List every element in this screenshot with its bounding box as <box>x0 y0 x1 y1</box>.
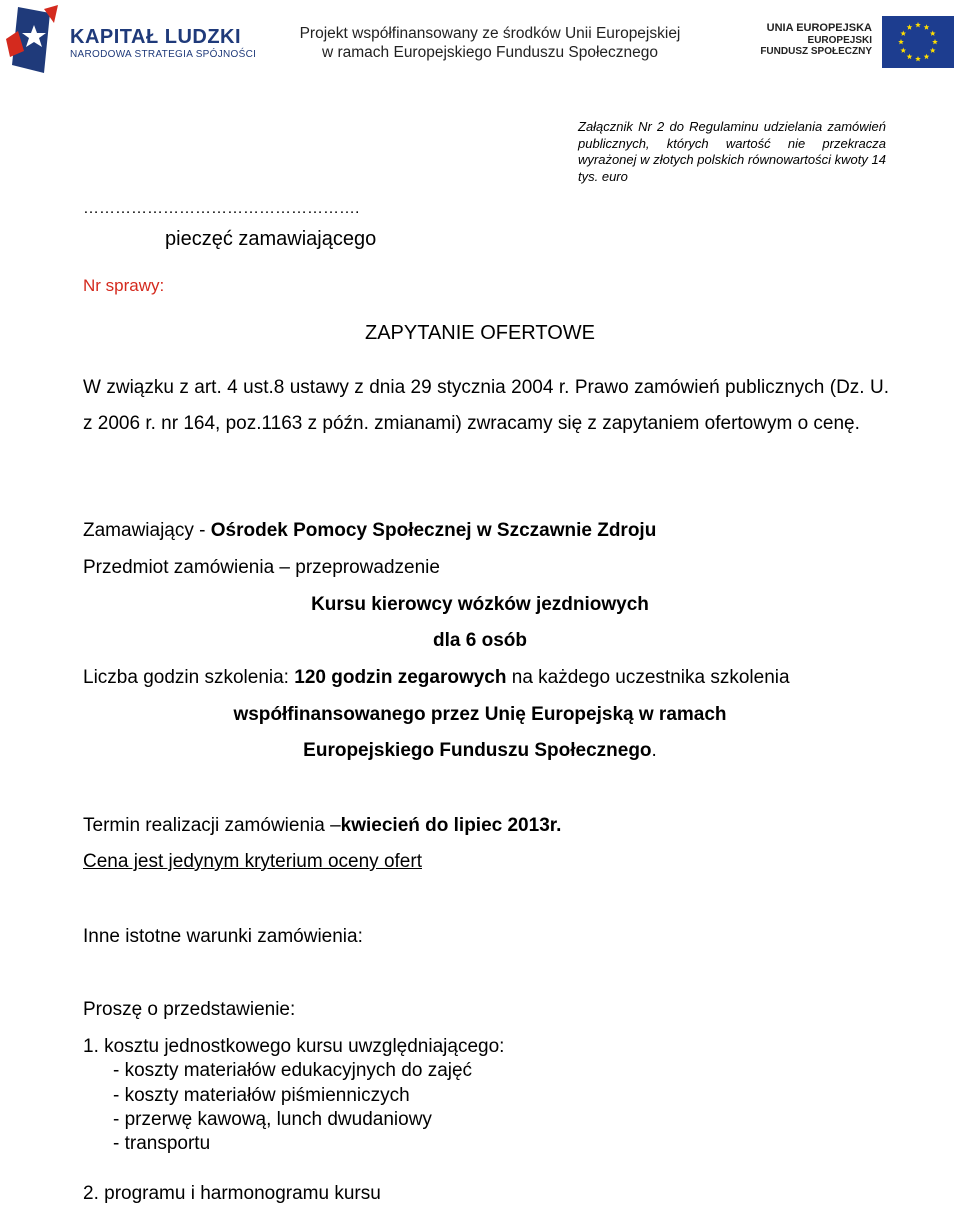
course-name: Kursu kierowcy wózków jezdniowych <box>311 594 649 615</box>
eu-logo-text <box>700 23 872 58</box>
term-label: Termin realizacji zamówienia – <box>83 815 341 836</box>
hours-suffix: na każdego uczestnika szkolenia <box>506 667 790 688</box>
sub-list-item: - transportu <box>113 1133 211 1154</box>
stamp-label: pieczęć zamawiającego <box>165 228 377 250</box>
list-item-1: 1. kosztu jednostkowego kursu uwzględniającego: <box>83 1036 505 1057</box>
cofinanced-line-2-wrap <box>0 740 960 762</box>
sub-list-item: - koszty materiałów edukacyjnych do zajęć <box>113 1060 473 1081</box>
document-title: ZAPYTANIE OFERTOWE <box>364 322 596 344</box>
eu-line-3: FUNDUSZ SPOŁECZNY <box>760 46 872 57</box>
eu-line-1: UNIA EUROPEJSKA <box>766 22 872 34</box>
request-label: Proszę o przedstawienie: <box>83 999 296 1020</box>
kapital-ludzki-emblem-icon <box>4 3 62 75</box>
term-value: kwiecień do lipiec 2013r. <box>340 815 562 836</box>
cofinanced-line-1: współfinansowanego przez Unię Europejską w ramach <box>233 704 727 725</box>
hours-line <box>83 667 790 689</box>
cofinancing-line-2: w ramach Europejskiego Funduszu Społecznego <box>321 44 659 61</box>
course-people: dla 6 osób <box>433 630 527 651</box>
price-criterion: Cena jest jedynym kryterium oceny ofert <box>83 851 422 872</box>
case-number-label: Nr sprawy: <box>83 276 165 295</box>
hours-label: Liczba godzin szkolenia: <box>83 667 295 688</box>
orderer-label: Zamawiający - <box>83 520 211 541</box>
other-conditions: Inne istotne warunki zamówienia: <box>83 926 363 947</box>
orderer-line <box>83 520 656 542</box>
subject-label: Przedmiot zamówienia – przeprowadzenie <box>83 557 440 578</box>
intro-paragraph: W związku z art. 4 ust.8 ustawy z dnia 29 stycznia 2004 r. Prawo zamówień publicznych (Dz. U. z 2006 r. nr 164, poz.1163 z późn. zmianami) zwracamy się z zapytaniem ofertowym o cenę. <box>83 377 889 434</box>
eu-line-2: EUROPEJSKI <box>807 34 872 46</box>
hours-value: 120 godzin zegarowych <box>294 667 507 688</box>
cofinanced-line-2: Europejskiego Funduszu Społecznego <box>303 740 652 761</box>
list-item-2: 2. programu i harmonogramu kursu <box>83 1183 381 1204</box>
cofinancing-line-1: Projekt współfinansowany ze środków Unii Europejskiej <box>299 25 681 42</box>
eu-flag-icon <box>882 16 954 68</box>
orderer-value: Ośrodek Pomocy Społecznej w Szczawnie Zdroju <box>210 520 657 541</box>
program-title: KAPITAŁ LUDZKI <box>70 26 242 48</box>
kapital-ludzki-logo <box>0 0 257 80</box>
cofinanced-end: . <box>651 740 657 761</box>
stamp-dots: ……………………………………………. <box>83 200 360 217</box>
cofinancing-notice <box>290 24 690 62</box>
program-subtitle: NARODOWA STRATEGIA SPÓJNOŚCI <box>70 49 257 60</box>
term-line <box>83 815 561 837</box>
sub-list-item: - koszty materiałów piśmienniczych <box>113 1085 410 1106</box>
sub-list-item: - przerwę kawową, lunch dwudaniowy <box>113 1109 432 1130</box>
annex-note: Załącznik Nr 2 do Regulaminu udzielania zamówień publicznych, których wartość nie przekracza wyrażonej w złotych polskich równowartości kwoty 14 tys. euro <box>578 119 886 184</box>
